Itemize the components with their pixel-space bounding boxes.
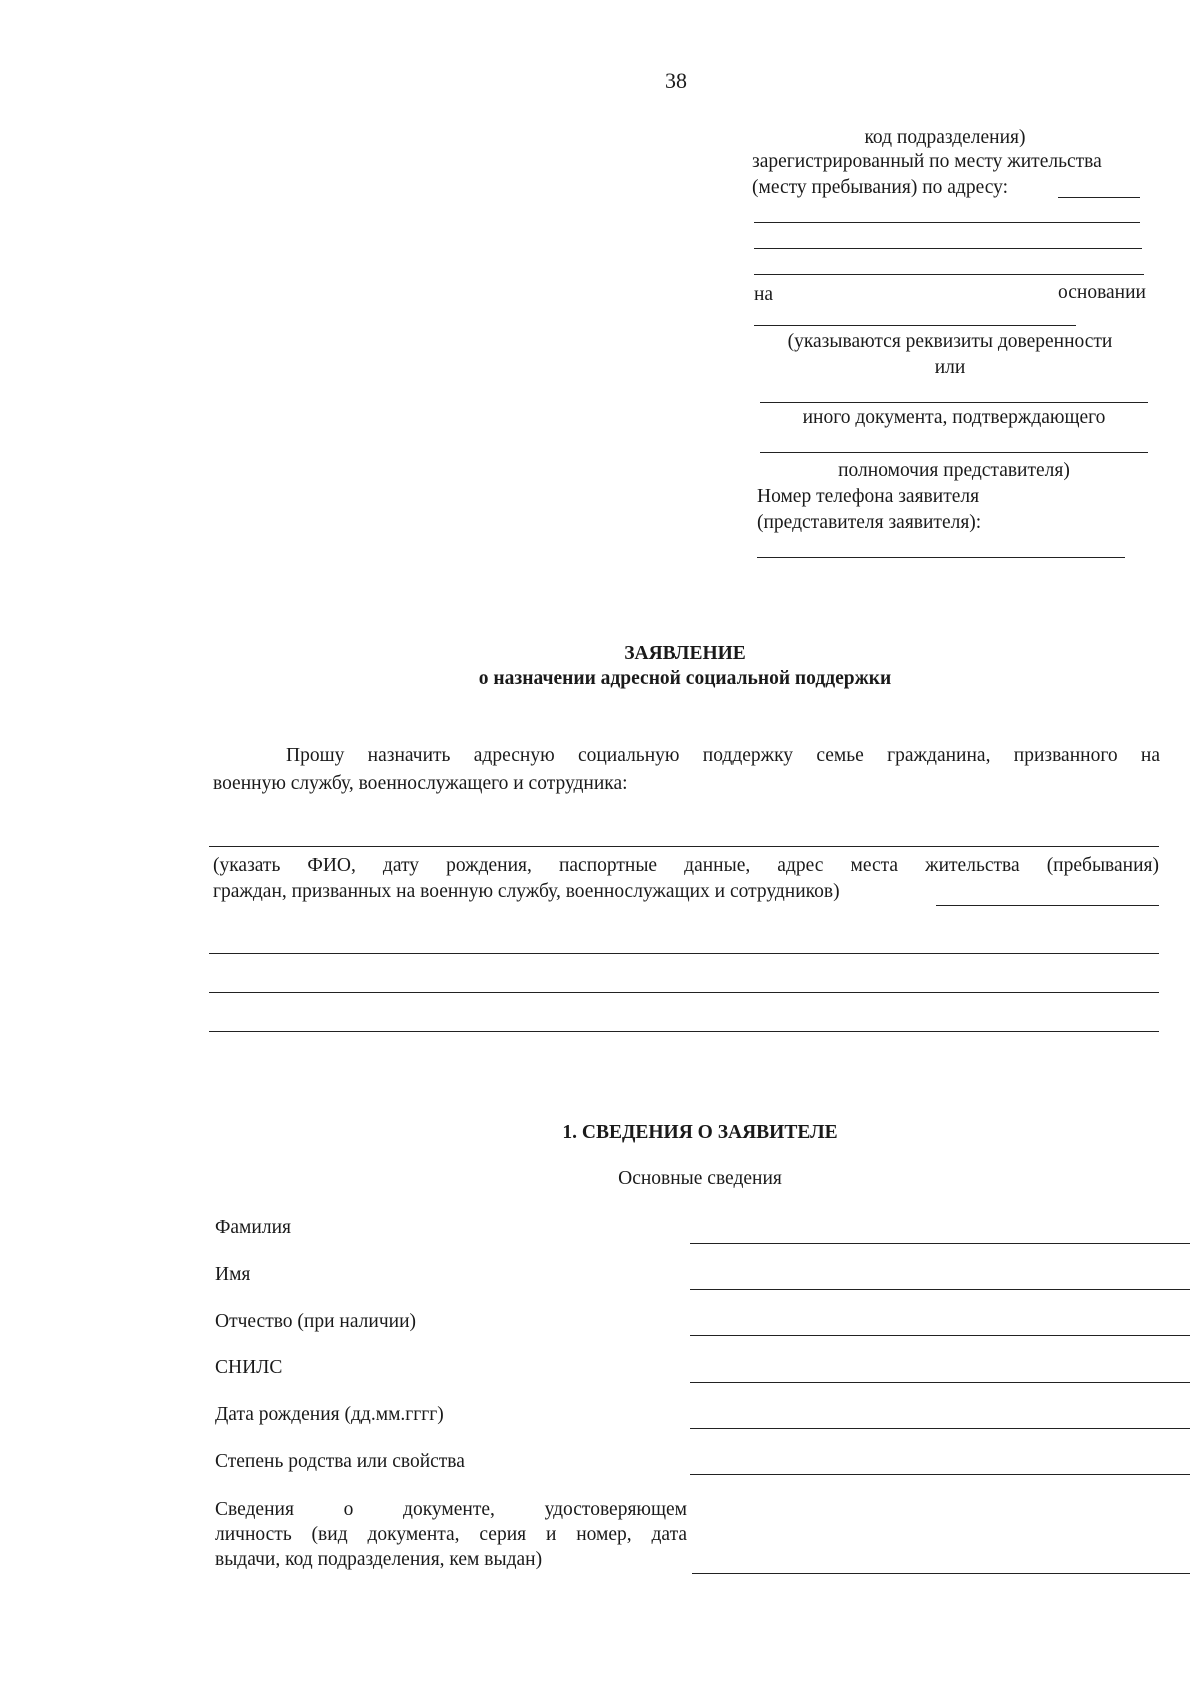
birthdate-field[interactable] <box>690 1428 1190 1429</box>
hint-underline-tail <box>936 905 1159 906</box>
field-label-relationship: Степень родства или свойства <box>215 1451 465 1472</box>
rekvizity-line1: (указываются реквизиты доверенности <box>787 331 1113 352</box>
name-field[interactable] <box>690 1289 1190 1290</box>
field-label-birthdate: Дата рождения (дд.мм.гггг) <box>215 1404 444 1425</box>
address-field-inline[interactable] <box>1058 197 1140 198</box>
section1-subheading: Основные сведения <box>618 1168 782 1189</box>
request-paragraph-line1: Прошу назначить адресную социальную поддержку семье гражданина, призванного на <box>286 745 1160 766</box>
registered-line2: (месту пребывания) по адресу: <box>752 177 1009 198</box>
request-hint-line1: (указать ФИО, дату рождения, паспортные данные, адрес места жительства (пребывания) <box>213 855 1159 876</box>
request-hint-line2: граждан, призванных на военную службу, военнослужащих и сотрудников) <box>213 881 840 902</box>
rekvizity-line2: или <box>934 357 966 378</box>
applicant-details-field-3[interactable] <box>209 1031 1159 1032</box>
document-title: ЗАЯВЛЕНИЕ <box>624 643 746 664</box>
id-doc-label-line2: личность (вид документа, серия и номер, дата <box>215 1524 687 1545</box>
field-label-patronymic: Отчество (при наличии) <box>215 1311 417 1332</box>
patronymic-field[interactable] <box>690 1335 1190 1336</box>
id-doc-label-line1: Сведения о документе, удостоверяющем <box>215 1499 687 1520</box>
representative-authority: полномочия представителя) <box>838 460 1070 481</box>
basis-on: на <box>754 284 774 305</box>
other-document-field[interactable] <box>760 452 1148 453</box>
surname-field[interactable] <box>690 1243 1190 1244</box>
basis-field[interactable] <box>754 325 1076 326</box>
address-field-line3[interactable] <box>754 274 1144 275</box>
registered-line1: зарегистрированный по месту жительства <box>752 151 1102 172</box>
field-label-name: Имя <box>215 1264 251 1285</box>
document-subtitle: о назначении адресной социальной поддержки <box>478 668 892 689</box>
phone-label-line1: Номер телефона заявителя <box>757 486 980 507</box>
basis-word: основании <box>1058 282 1146 303</box>
page-number: 38 <box>665 68 687 93</box>
phone-field[interactable] <box>757 557 1125 558</box>
relationship-field[interactable] <box>690 1474 1190 1475</box>
address-field-line2[interactable] <box>754 248 1142 249</box>
field-label-snils: СНИЛС <box>215 1357 283 1378</box>
address-field-line1[interactable] <box>754 222 1140 223</box>
rekvizity-field[interactable] <box>760 402 1148 403</box>
section1-heading: 1. СВЕДЕНИЯ О ЗАЯВИТЕЛЕ <box>562 1122 838 1143</box>
division-code-close: код подразделения) <box>864 127 1026 148</box>
id-document-field[interactable] <box>692 1573 1190 1574</box>
field-label-surname: Фамилия <box>215 1217 291 1238</box>
snils-field[interactable] <box>690 1382 1190 1383</box>
other-document: иного документа, подтверждающего <box>802 407 1106 428</box>
phone-label-line2: (представителя заявителя): <box>757 512 982 533</box>
applicant-details-field-1[interactable] <box>209 953 1159 954</box>
applicant-details-field-2[interactable] <box>209 992 1159 993</box>
request-paragraph-line2: военную службу, военнослужащего и сотрудника: <box>213 773 628 794</box>
applicant-details-field-top[interactable] <box>209 846 1159 847</box>
id-doc-label-line3: выдачи, код подразделения, кем выдан) <box>215 1549 543 1570</box>
